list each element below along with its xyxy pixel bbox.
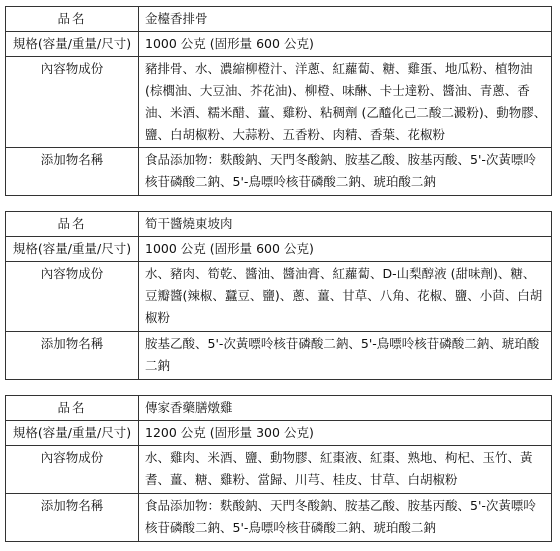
label-additives: 添加物名稱	[6, 494, 139, 542]
label-name: 品名	[6, 7, 139, 32]
product-table-1	[5, 6, 552, 196]
row-additives	[6, 332, 552, 380]
product-spec: 1200 公克 (固形量 300 公克)	[139, 421, 552, 446]
row-ingredients	[6, 446, 552, 494]
product-name: 金檯香排骨	[139, 7, 552, 32]
product-ingredients: 豬排骨、水、濃縮柳橙汁、洋蔥、紅蘿蔔、糖、雞蛋、地瓜粉、植物油 (棕櫚油、大豆油、芥花油)、柳橙、味醂、卡士達粉、醬油、青蔥、香油、米酒、糯米醋、薑、雞粉、粘稠劑 (乙醯化己二酸二澱粉)、動物膠、鹽、白胡椒粉、大蒜粉、五香粉、肉精、香葉、花椒粉	[139, 57, 552, 148]
label-spec: 規格(容量/重量/尺寸)	[6, 237, 139, 262]
label-additives: 添加物名稱	[6, 332, 139, 380]
product-ingredients: 水、雞肉、米酒、鹽、動物膠、紅棗液、紅棗、熟地、枸杞、玉竹、黃耆、薑、糖、雞粉、當歸、川芎、桂皮、甘草、白胡椒粉	[139, 446, 552, 494]
product-spec: 1000 公克 (固形量 600 公克)	[139, 237, 552, 262]
label-ingredients: 內容物成份	[6, 262, 139, 332]
product-name: 筍干醬燒東坡肉	[139, 212, 552, 237]
row-ingredients	[6, 262, 552, 332]
product-name: 傳家香藥膳燉雞	[139, 396, 552, 421]
row-ingredients	[6, 57, 552, 148]
product-table-2	[5, 211, 552, 380]
product-additives: 胺基乙酸、5'-次黃嘌呤核苷磷酸二鈉、5'-鳥嘌呤核苷磷酸二鈉、琥珀酸二鈉	[139, 332, 552, 380]
row-spec	[6, 237, 552, 262]
product-ingredients: 水、豬肉、筍乾、醬油、醬油膏、紅蘿蔔、D-山梨醇液 (甜味劑)、糖、豆瓣醬(辣椒、蠶豆、鹽)、蔥、薑、甘草、八角、花椒、鹽、小茴、白胡椒粉	[139, 262, 552, 332]
label-name: 品名	[6, 212, 139, 237]
row-additives	[6, 494, 552, 542]
row-name	[6, 212, 552, 237]
product-table-3	[5, 395, 552, 542]
row-spec	[6, 421, 552, 446]
label-spec: 規格(容量/重量/尺寸)	[6, 32, 139, 57]
label-ingredients: 內容物成份	[6, 57, 139, 148]
row-name	[6, 7, 552, 32]
label-spec: 規格(容量/重量/尺寸)	[6, 421, 139, 446]
row-spec	[6, 32, 552, 57]
label-additives: 添加物名稱	[6, 148, 139, 196]
row-name	[6, 396, 552, 421]
row-additives	[6, 148, 552, 196]
product-additives: 食品添加物：麩酸鈉、天門冬酸鈉、胺基乙酸、胺基丙酸、5'-次黃嘌呤核苷磷酸二鈉、5'-鳥嘌呤核苷磷酸二鈉、琥珀酸二鈉	[139, 148, 552, 196]
label-ingredients: 內容物成份	[6, 446, 139, 494]
product-additives: 食品添加物：麩酸鈉、天門冬酸鈉、胺基乙酸、胺基丙酸、5'-次黃嘌呤核苷磷酸二鈉、5'-鳥嘌呤核苷磷酸二鈉、琥珀酸二鈉	[139, 494, 552, 542]
label-name: 品名	[6, 396, 139, 421]
product-spec: 1000 公克 (固形量 600 公克)	[139, 32, 552, 57]
